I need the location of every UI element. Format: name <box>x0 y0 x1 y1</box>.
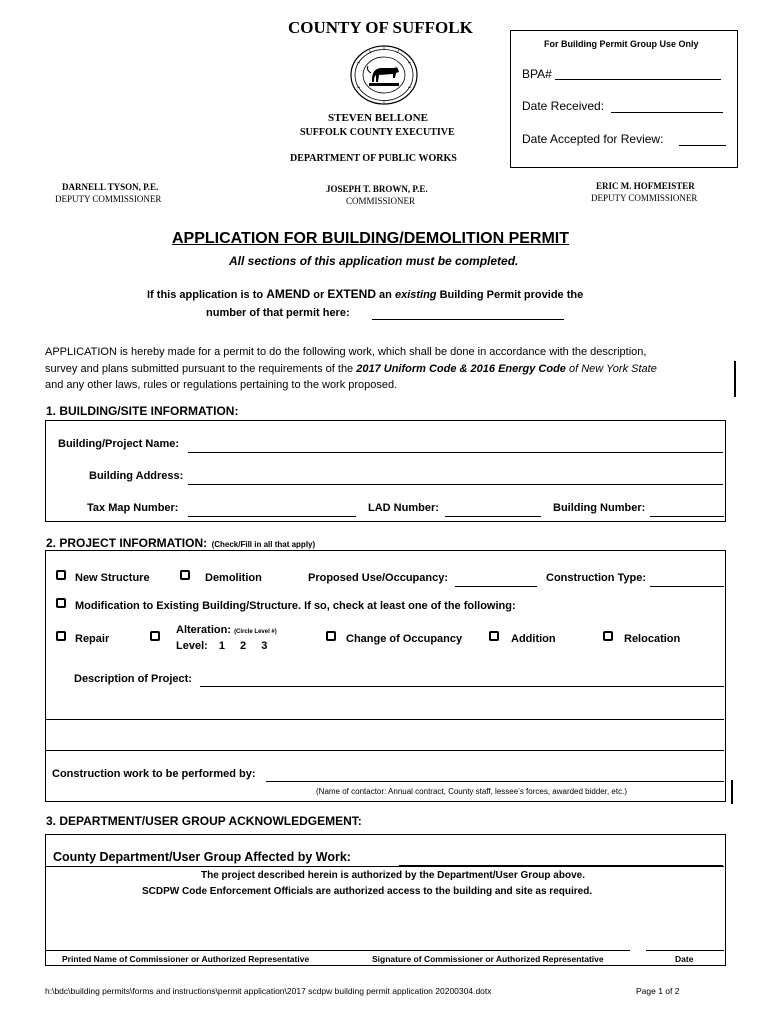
permit-number-label: number of that permit here: <box>206 307 350 319</box>
existing-permit-number-field[interactable] <box>372 319 564 320</box>
amend-or: or <box>310 289 328 301</box>
demolition-label: Demolition <box>205 572 262 584</box>
date-field[interactable] <box>646 950 724 951</box>
extend-keyword: EXTEND <box>327 287 376 301</box>
construction-work-note: (Name of contactor: Annual contract, County staff, lessee’s forces, awarded bidder, etc.) <box>316 787 627 796</box>
intro-line-1: APPLICATION is hereby made for a permit to do the following work, which shall be done in accordance with the description, <box>45 346 647 358</box>
alteration-label <box>176 624 277 636</box>
repair-label: Repair <box>75 633 110 645</box>
center-official-name: JOSEPH T. BROWN, P.E. <box>326 184 428 194</box>
intro-paragraph <box>45 344 657 394</box>
description-label: Description of Project: <box>74 673 192 685</box>
right-official-name: ERIC M. HOFMEISTER <box>596 181 695 191</box>
section2-heading: 2. PROJECT INFORMATION: <box>46 536 208 550</box>
change-bar-1 <box>734 361 736 397</box>
county-seal-logo <box>349 44 419 106</box>
relocation-label: Relocation <box>624 633 681 645</box>
footer-file-path: h:\bdc\building permits\forms and instructions\permit application\2017 scdpw building permit application 20200304.dotx <box>45 986 492 996</box>
printed-name-label: Printed Name of Commissioner or Authorized Representative <box>62 954 310 964</box>
alteration-note: (Circle Level #) <box>234 629 277 635</box>
affected-divider <box>46 866 724 867</box>
intro-line-2 <box>45 361 657 378</box>
level-3-option[interactable]: 3 <box>261 640 268 652</box>
lad-number-field[interactable] <box>445 516 541 517</box>
state-name: New York State <box>581 362 657 375</box>
tax-map-field[interactable] <box>188 516 356 517</box>
form-title: APPLICATION FOR BUILDING/DEMOLITION PERMIT <box>172 230 570 247</box>
bpa-field[interactable] <box>555 79 721 80</box>
executive-title: SUFFOLK COUNTY EXECUTIVE <box>300 127 455 138</box>
building-name-field[interactable] <box>188 452 723 453</box>
intro-line-2a: survey and plans submitted pursuant to the requirements of the <box>45 362 357 375</box>
signature-field[interactable] <box>352 950 630 951</box>
modification-checkbox[interactable] <box>56 598 66 608</box>
department-name: DEPARTMENT OF PUBLIC WORKS <box>290 153 457 164</box>
existing-word: existing <box>394 289 437 301</box>
proposed-use-field[interactable] <box>455 586 537 587</box>
addition-checkbox[interactable] <box>489 631 499 641</box>
amend-keyword: AMEND <box>266 287 311 301</box>
level-1-option[interactable]: 1 <box>218 640 225 652</box>
change-bar-2 <box>731 780 733 804</box>
level-label: Level: <box>176 640 208 652</box>
date-received-field[interactable] <box>611 112 723 113</box>
left-official-name: DARNELL TYSON, P.E. <box>62 182 159 192</box>
intro-of: of <box>565 362 582 375</box>
construction-type-label: Construction Type: <box>546 572 647 584</box>
date-accepted-field[interactable] <box>679 145 726 146</box>
description-divider-2 <box>46 750 724 751</box>
amend-text-post: Building Permit provide the <box>436 289 584 301</box>
change-occupancy-checkbox[interactable] <box>326 631 336 641</box>
repair-checkbox[interactable] <box>56 631 66 641</box>
affected-group-label: County Department/User Group Affected by Work: <box>53 850 351 864</box>
building-number-label: Building Number: <box>553 502 646 514</box>
center-official-title: COMMISSIONER <box>346 196 416 206</box>
office-use-box <box>510 30 738 168</box>
section3-heading: 3. DEPARTMENT/USER GROUP ACKNOWLEDGEMENT: <box>46 814 362 828</box>
code-reference: 2017 Uniform Code & 2016 Energy Code <box>356 362 566 375</box>
left-official-title: DEPUTY COMMISSIONER <box>55 194 162 204</box>
executive-name: STEVEN BELLONE <box>328 112 428 124</box>
form-subtitle: All sections of this application must be completed. <box>229 254 519 268</box>
alteration-level-row <box>176 640 267 652</box>
new-structure-checkbox[interactable] <box>56 570 66 580</box>
amend-text-pre: If this application is to <box>147 289 267 301</box>
modification-label: Modification to Existing Building/Structure. If so, check at least one of the following: <box>75 600 516 612</box>
demolition-checkbox[interactable] <box>180 570 190 580</box>
lad-number-label: LAD Number: <box>368 502 439 514</box>
construction-work-label: Construction work to be performed by: <box>52 768 256 780</box>
change-occupancy-label: Change of Occupancy <box>346 633 463 645</box>
description-field-line-1[interactable] <box>200 686 724 687</box>
signature-label: Signature of Commissioner or Authorized Representative <box>372 954 604 964</box>
date-accepted-label: Date Accepted for Review: <box>522 132 664 146</box>
bpa-label: BPA# <box>522 67 552 81</box>
building-number-field[interactable] <box>650 516 724 517</box>
construction-work-field[interactable] <box>266 781 724 782</box>
tax-map-label: Tax Map Number: <box>87 502 179 514</box>
section2-box <box>45 550 726 802</box>
construction-type-field[interactable] <box>650 586 724 587</box>
addition-label: Addition <box>511 633 556 645</box>
date-received-label: Date Received: <box>522 99 605 113</box>
relocation-checkbox[interactable] <box>603 631 613 641</box>
county-title: COUNTY OF SUFFOLK <box>288 18 473 37</box>
section3-box <box>45 834 726 966</box>
new-structure-label: New Structure <box>75 572 150 584</box>
building-address-field[interactable] <box>188 484 723 485</box>
authorization-line-2: SCDPW Code Enforcement Officials are authorized access to the building and site as required. <box>142 886 593 897</box>
proposed-use-label: Proposed Use/Occupancy: <box>308 572 448 584</box>
section1-box <box>45 420 726 522</box>
right-official-title: DEPUTY COMMISSIONER <box>591 193 698 203</box>
description-divider-1 <box>46 719 724 720</box>
printed-name-field[interactable] <box>46 950 381 951</box>
section2-heading-note: (Check/Fill in all that apply) <box>211 540 316 549</box>
intro-line-3: and any other laws, rules or regulations pertaining to the work proposed. <box>45 379 398 391</box>
alteration-checkbox[interactable] <box>150 631 160 641</box>
date-label: Date <box>675 954 694 964</box>
level-2-option[interactable]: 2 <box>240 640 247 652</box>
authorization-line-1: The project described herein is authorized by the Department/User Group above. <box>201 870 585 881</box>
section1-heading: 1. BUILDING/SITE INFORMATION: <box>46 404 239 418</box>
alteration-text: Alteration: <box>176 624 231 636</box>
amend-an: an <box>376 289 395 301</box>
building-address-label: Building Address: <box>89 470 184 482</box>
footer-page-number: Page 1 of 2 <box>636 986 680 996</box>
amend-instruction <box>147 287 583 301</box>
office-use-title: For Building Permit Group Use Only <box>544 39 699 49</box>
building-name-label: Building/Project Name: <box>58 438 180 450</box>
